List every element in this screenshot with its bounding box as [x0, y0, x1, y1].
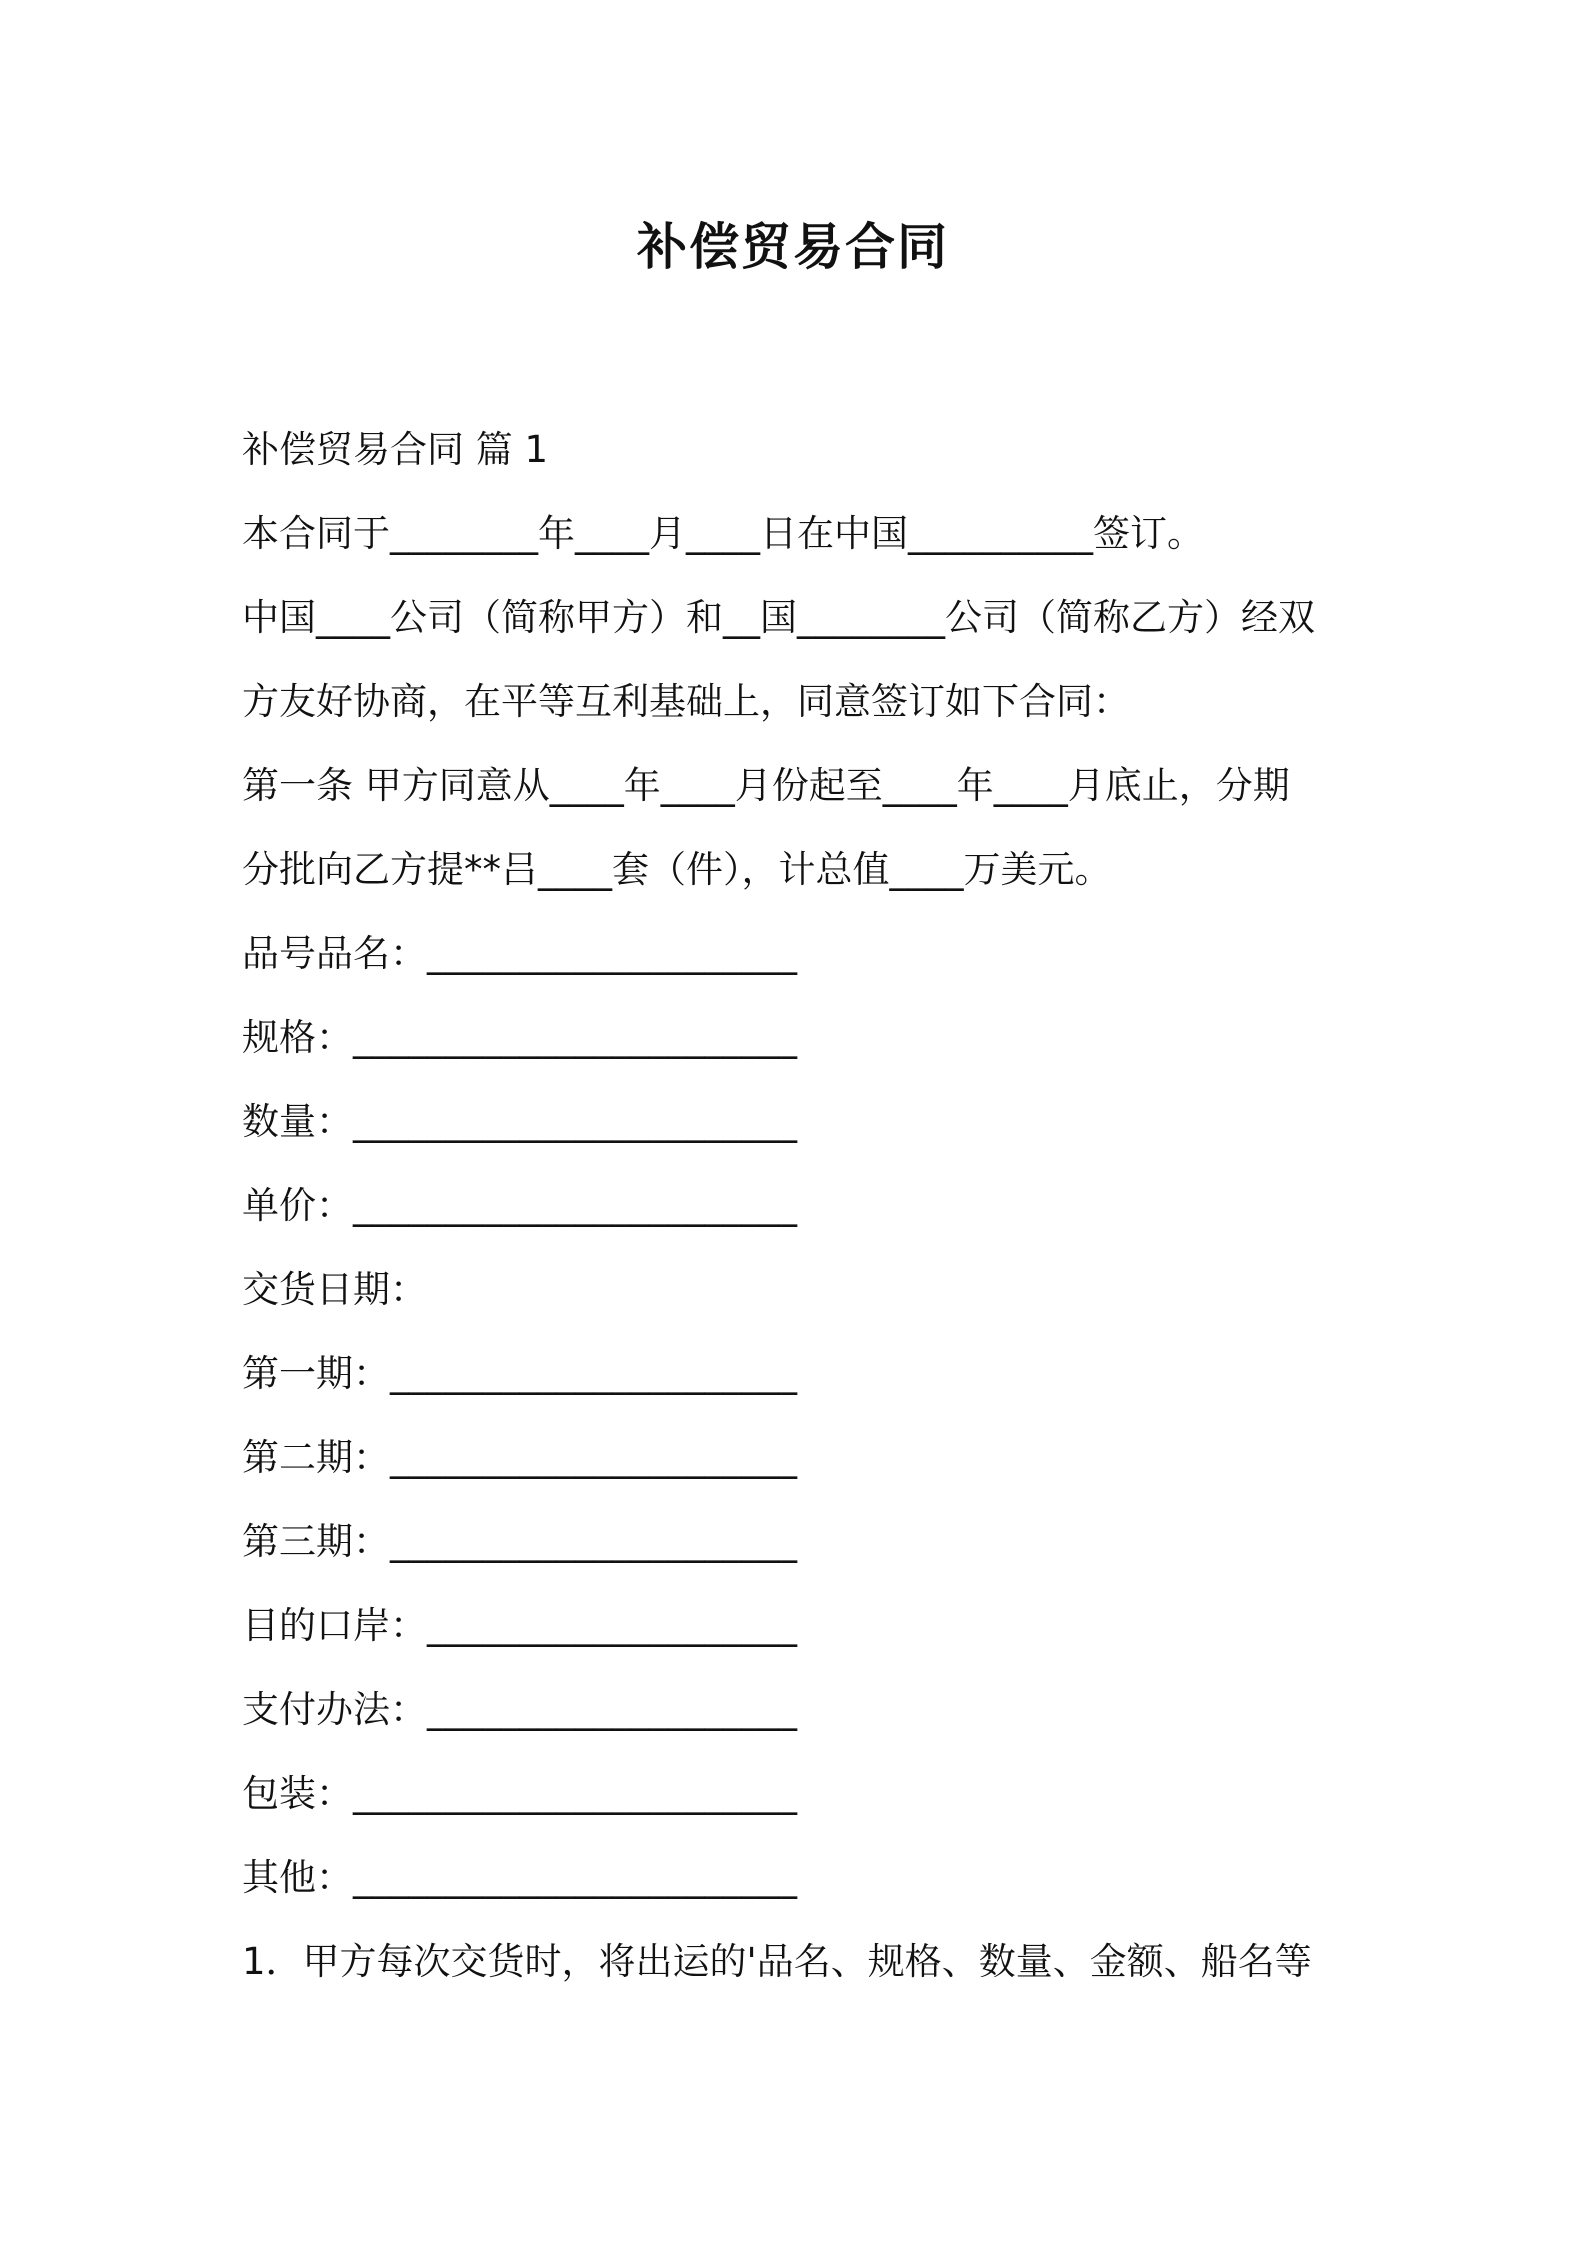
paragraph-line: 方友好协商，在平等互利基础上，同意签订如下合同： [242, 680, 1130, 723]
paragraph-line: 分批向乙方提**吕____套（件），计总值____万美元。 [242, 848, 1112, 891]
field-phase-2: 第二期：______________________ [242, 1436, 797, 1479]
field-destination-port: 目的口岸：____________________ [242, 1604, 797, 1647]
field-other: 其他：________________________ [242, 1856, 797, 1899]
field-product-name: 品号品名：____________________ [242, 932, 797, 975]
field-phase-1: 第一期：______________________ [242, 1352, 797, 1395]
field-payment-method: 支付办法：____________________ [242, 1688, 797, 1731]
document-body [242, 408, 1372, 2004]
field-packing: 包装：________________________ [242, 1772, 797, 1815]
document-title: 补偿贸易合同 [637, 218, 949, 276]
paragraph-line: 中国____公司（简称甲方）和__国________公司（简称乙方）经双 [242, 596, 1315, 639]
field-specification: 规格：________________________ [242, 1016, 797, 1059]
field-phase-3: 第三期：______________________ [242, 1520, 797, 1563]
field-delivery-date: 交货日期： [242, 1268, 427, 1311]
article-line: 第一条 甲方同意从____年____月份起至____年____月底止，分期 [242, 764, 1290, 807]
field-quantity: 数量：________________________ [242, 1100, 797, 1143]
field-unit-price: 单价：________________________ [242, 1184, 797, 1227]
paragraph-line: 本合同于________年____月____日在中国__________签订。 [242, 512, 1204, 555]
numbered-clause: 1．甲方每次交货时，将出运的'品名、规格、数量、金额、船名等 [242, 1940, 1312, 1983]
section-heading: 补偿贸易合同 篇 1 [242, 428, 549, 471]
